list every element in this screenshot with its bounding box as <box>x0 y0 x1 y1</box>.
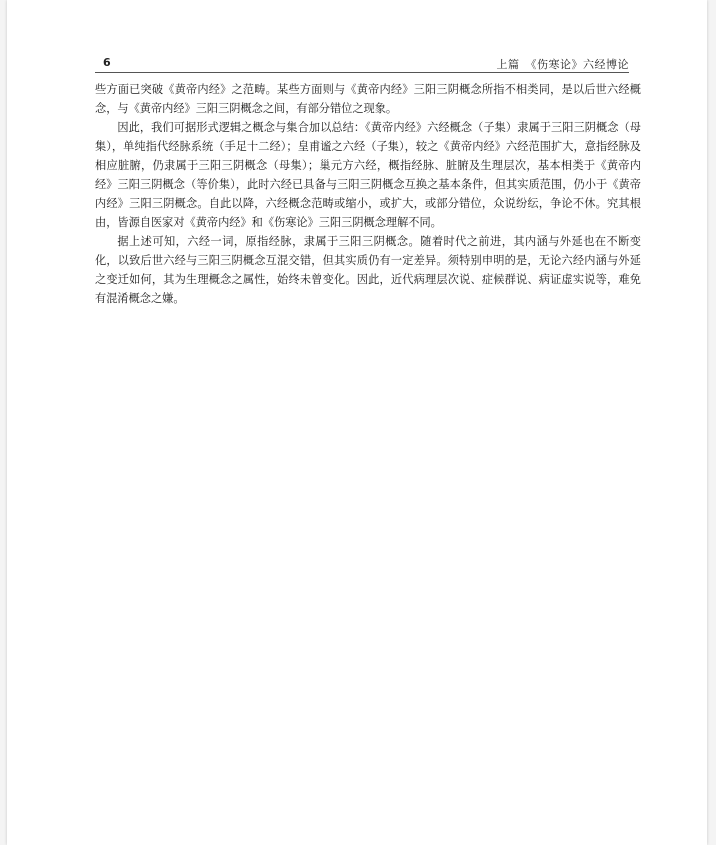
paragraph: 据上述可知，六经一词，原指经脉，隶属于三阳三阴概念。随着时代之前进，其内涵与外延也在不断变化，以致后世六经与三阳三阴概念互混交错，但其实质仍有一定差异。须特别申明的是，无论六经内涵与外延之变迁如何，其为生理概念之属性，始终未曾变化。因此，近代病理层次说、症候群说、病证虚实说等，难免有混淆概念之嫌。 <box>95 235 641 305</box>
page-number: 6 <box>103 56 111 69</box>
page-header <box>95 56 629 73</box>
body-text <box>95 80 641 308</box>
paragraph: 些方面已突破《黄帝内经》之范畴。某些方面则与《黄帝内经》三阳三阴概念所指不相类同，是以后世六经概念，与《黄帝内经》三阳三阴概念之间，有部分错位之现象。 <box>95 83 641 115</box>
running-title: 上篇 《伤寒论》六经博论 <box>496 58 629 71</box>
paragraph: 因此，我们可据形式逻辑之概念与集合加以总结：《黄帝内经》六经概念（子集）隶属于三阳三阴概念（母集），单纯指代经脉系统（手足十二经）；皇甫谧之六经（子集），较之《黄帝内经》六经范围扩大，意指经脉及相应脏腑，仍隶属于三阳三阴概念（母集）；巢元方六经，概指经脉、脏腑及生理层次，基本相类于《黄帝内经》三阳三阴概念（等价集），此时六经已具备与三阳三阴概念互换之基本条件，但其实质范围，仍小于《黄帝内经》三阳三阴概念。自此以降，六经概念范畴或缩小，或扩大，或部分错位，众说纷纭，争论不休。究其根由，皆源自医家对《黄帝内经》和《伤寒论》三阳三阴概念理解不同。 <box>95 121 641 229</box>
document-page <box>7 0 707 845</box>
